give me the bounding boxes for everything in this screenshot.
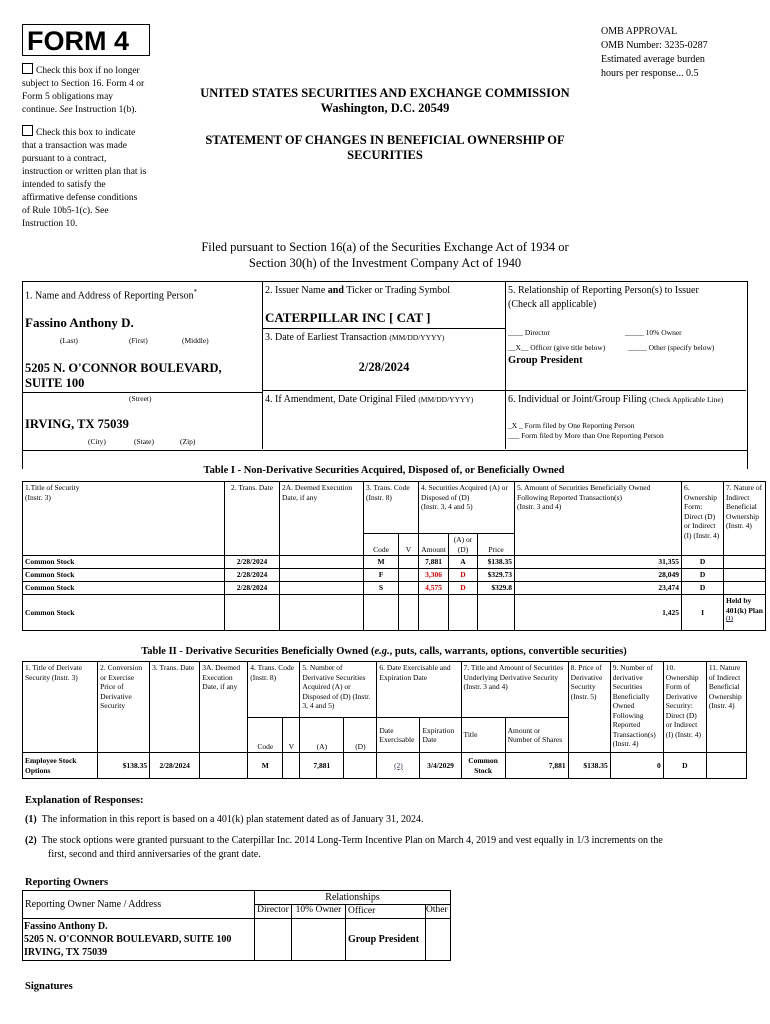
first-label: (First) xyxy=(129,336,148,345)
t1-header-date: 2. Trans. Date xyxy=(225,482,280,534)
t2-sub-a: (A) xyxy=(300,718,344,753)
table-row xyxy=(23,595,766,631)
owners-col-other: Other xyxy=(426,905,451,919)
checkbox-label: Instruction 10. xyxy=(22,219,78,229)
t1-header-text: (Instr. 3 and 4) xyxy=(517,502,562,511)
trans-code: F xyxy=(364,569,399,582)
box6-label-small: (Check Applicable Line) xyxy=(649,395,724,404)
box5-label-text: 5. Relationship of Reporting Person(s) to Issuer xyxy=(508,285,699,296)
t2-header-underlying: 7. Title and Amount of Securities Underlying Derivative Security (Instr. 3 and 4) xyxy=(461,662,568,718)
t2-sub-amount: Amount or Number of Shares xyxy=(505,718,568,753)
table-row xyxy=(23,919,451,961)
footnote-number: (2) xyxy=(25,835,37,846)
owner-officer-title: Group President xyxy=(346,919,426,961)
checkbox-label: Check this box to indicate xyxy=(36,128,136,138)
underlying-amount: 7,881 xyxy=(505,753,568,779)
checkbox-label: intended to satisfy the xyxy=(22,180,106,190)
t2-sub-v: V xyxy=(283,718,300,753)
owner-name-address xyxy=(23,919,255,961)
checkbox-label: of Rule 10b5-1(c). See xyxy=(22,206,109,216)
footnote-text: first, second and third anniversaries of the grant date. xyxy=(48,849,261,860)
t1-sub-aord: (A) or (D) xyxy=(449,534,478,556)
checkbox-label: Check this box if no longer xyxy=(36,66,140,76)
owners-heading: Reporting Owners xyxy=(25,877,109,888)
agency-location: Washington, D.C. 20549 xyxy=(320,101,450,115)
table2-title-text: e.g. xyxy=(374,646,390,657)
footnote-ref[interactable]: (2) xyxy=(377,753,420,779)
t1-sub-amount: Amount xyxy=(419,534,449,556)
owners-col-name: Reporting Owner Name / Address xyxy=(23,891,255,919)
amount-owned: 0 xyxy=(610,753,663,779)
box2-label xyxy=(265,285,450,296)
t2-header-conversion: 2. Conversion or Exercise Price of Derivative Security xyxy=(98,662,150,753)
footnote-1 xyxy=(25,814,424,825)
box6-label-text: 6. Individual or Joint/Group Filing xyxy=(508,394,647,405)
a-or-d: A xyxy=(449,556,478,569)
box6-label xyxy=(508,394,723,405)
director-option[interactable]: ____ Director xyxy=(508,328,550,337)
footnote-ref[interactable]: (1) xyxy=(726,616,734,622)
checkbox-label: See xyxy=(59,105,73,115)
trans-code: M xyxy=(248,753,283,779)
price: $138.35 xyxy=(478,556,515,569)
a-or-d: D xyxy=(449,569,478,582)
conversion-price: $138.35 xyxy=(98,753,150,779)
checkbox-section16[interactable] xyxy=(22,63,177,117)
security-title: Common Stock xyxy=(23,569,225,582)
t2-header-exercisable: 6. Date Exercisable and Expiration Date xyxy=(377,662,461,718)
table2-title-text: , puts, calls, warrants, options, convertible securities) xyxy=(389,646,627,657)
box3-label-text: 3. Date of Earliest Transaction xyxy=(265,332,387,343)
footnote-number: (1) xyxy=(25,814,37,825)
owners-table xyxy=(22,890,451,961)
derivative-price: $138.35 xyxy=(568,753,610,779)
ownership-form: D xyxy=(682,569,724,582)
checkbox-label: continue. xyxy=(22,105,58,115)
amount: 3,306 xyxy=(419,569,449,582)
underlying-title: Common Stock xyxy=(461,753,505,779)
t1-sub-price: Price xyxy=(478,534,515,556)
t1-header-code xyxy=(364,482,419,534)
checkbox-icon[interactable] xyxy=(22,63,33,74)
t1-header-text: (Instr. 3, 4 and 5) xyxy=(421,502,473,511)
ownership-form: D xyxy=(682,582,724,595)
security-title: Common Stock xyxy=(23,556,225,569)
issuer-name: CATERPILLAR INC [ CAT ] xyxy=(265,310,431,325)
amount-owned: 28,049 xyxy=(515,569,682,582)
t1-header-acquired xyxy=(419,482,515,534)
nature-of-ownership xyxy=(724,595,766,631)
owner-line: 5205 N. O'CONNOR BOULEVARD, SUITE 100 xyxy=(24,934,232,945)
filed-pursuant xyxy=(150,239,620,271)
nature-text: Held by 401(k) Plan xyxy=(726,596,763,615)
state-label: (State) xyxy=(134,437,154,446)
table-row xyxy=(23,556,766,569)
trans-date: 2/28/2024 xyxy=(225,582,280,595)
footnote-2 xyxy=(25,834,745,862)
t2-header-form: 10. Ownership Form of Derivative Security: Direct (D) or Indirect (I) (Instr. 4) xyxy=(663,662,706,753)
box1-label-text: 1. Name and Address of Reporting Person xyxy=(25,290,194,302)
box5-label xyxy=(508,284,699,312)
box4-label-text: 4. If Amendment, Date Original Filed xyxy=(265,394,416,405)
zip-label: (Zip) xyxy=(180,437,196,446)
box3-label xyxy=(265,332,444,343)
t2-header-code: 4. Trans. Code (Instr. 8) xyxy=(248,662,300,718)
t1-header-text: 5. Amount of Securities Beneficially Owned Following Reported Transaction(s) xyxy=(517,483,651,502)
owner-line: IRVING, TX 75039 xyxy=(24,947,108,958)
box1-label xyxy=(25,286,197,302)
explanation-heading: Explanation of Responses: xyxy=(25,795,144,806)
trans-date: 2/28/2024 xyxy=(150,753,200,779)
signatures-heading: Signatures xyxy=(25,981,73,992)
t1-header-text: 3. Trans. Code xyxy=(366,483,410,492)
last-label: (Last) xyxy=(60,336,78,345)
omb-line: Estimated average burden xyxy=(601,54,705,65)
reporting-person-name: Fassino Anthony D. xyxy=(25,315,134,330)
t2-header-number: 5. Number of Derivative Securities Acquired (A) or Disposed of (D) (Instr. 3, 4 and 5) xyxy=(300,662,377,718)
form-title: FORM 4 xyxy=(22,24,150,56)
omb-approval xyxy=(601,25,708,81)
amount-owned: 23,474 xyxy=(515,582,682,595)
trans-code: M xyxy=(364,556,399,569)
street-line: SUITE 100 xyxy=(25,376,85,390)
street-line: 5205 N. O'CONNOR BOULEVARD, xyxy=(25,361,222,375)
t1-header-owned xyxy=(515,482,682,534)
footnote-ref[interactable]: * xyxy=(193,288,198,296)
table1 xyxy=(22,481,766,631)
filed-line: Section 30(h) of the Investment Company Act of 1940 xyxy=(248,256,522,270)
table1-title: Table I - Non-Derivative Securities Acquired, Disposed of, or Beneficially Owned xyxy=(203,465,565,476)
city-state-zip: IRVING, TX 75039 xyxy=(25,417,129,431)
checkbox-label: Instruction 1(b). xyxy=(75,105,137,115)
t1-header-deemed: 2A. Deemed Execution Date, if any xyxy=(280,482,364,534)
table-row xyxy=(23,582,766,595)
t1-header-text: (Instr. 3) xyxy=(25,492,51,502)
box2-label-text: and xyxy=(327,285,344,296)
statement-heading xyxy=(170,133,600,163)
t2-header-nature: 11. Nature of Indirect Beneficial Ownership (Instr. 4) xyxy=(706,662,746,753)
table2-title xyxy=(22,646,746,657)
expiration-date: 3/4/2029 xyxy=(420,753,461,779)
t2-header-title: 1. Title of Derivate Security (Instr. 3) xyxy=(23,662,98,753)
owners-col-director: Director xyxy=(255,905,292,919)
amount-owned: 1,425 xyxy=(515,595,682,631)
checkbox-icon[interactable] xyxy=(22,125,33,136)
t1-sub-code: Code xyxy=(364,534,399,556)
trans-code: S xyxy=(364,582,399,595)
table-row xyxy=(23,753,747,779)
checkbox-label: pursuant to a contract, xyxy=(22,154,107,164)
checkbox-label: affirmative defense conditions xyxy=(22,193,138,203)
multi-person-option[interactable]: ___ Form filed by More than One Reporting Person xyxy=(508,431,664,440)
t1-header-text: 4. Securities Acquired (A) or Disposed of (D) xyxy=(421,483,508,502)
t2-header-price: 8. Price of Derivative Security (Instr. 5) xyxy=(568,662,610,753)
ten-percent-owner-option[interactable]: _____ 10% Owner xyxy=(625,328,682,337)
t1-header-title xyxy=(23,482,225,534)
checkbox-label: subject to Section 16. Form 4 or xyxy=(22,79,145,89)
other-option[interactable]: _____ Other (specify below) xyxy=(628,343,715,352)
t2-sub-exercisable: Date Exercisable xyxy=(377,718,420,753)
t2-header-owned: 9. Number of derivative Securities Beneficially Owned Following Reported Transaction(s) (Instr. 4) xyxy=(610,662,663,753)
omb-number: OMB Number: 3235-0287 xyxy=(601,40,708,51)
statement-line: SECURITIES xyxy=(347,148,423,162)
owners-col-ten-percent: 10% Owner xyxy=(292,905,346,919)
a-or-d: D xyxy=(449,582,478,595)
price: $329.73 xyxy=(478,569,515,582)
box5-label-text: (Check all applicable) xyxy=(508,299,597,310)
officer-title: Group President xyxy=(508,355,583,366)
trans-date: 2/28/2024 xyxy=(225,556,280,569)
security-title: Common Stock xyxy=(23,582,225,595)
t1-header-text: (Instr. 8) xyxy=(366,492,392,502)
ownership-form: D xyxy=(682,556,724,569)
checkbox-label: Form 5 obligations may xyxy=(22,92,114,102)
date-format: (MM/DD/YYYY) xyxy=(418,395,474,404)
owners-col-relationships: Relationships xyxy=(255,891,451,905)
statement-line: STATEMENT OF CHANGES IN BENEFICIAL OWNERSHIP OF xyxy=(205,133,565,147)
t2-header-deemed: 3A. Deemed Execution Date, if any xyxy=(200,662,248,753)
derivative-title: Employee Stock Options xyxy=(23,753,98,779)
owners-col-officer: Officer xyxy=(346,905,426,919)
agency-heading xyxy=(170,86,600,116)
amount: 7,881 xyxy=(419,556,449,569)
officer-option[interactable]: __X__ Officer (give title below) xyxy=(508,343,606,352)
owner-line: Fassino Anthony D. xyxy=(24,921,108,932)
footnote-text: The information in this report is based on a 401(k) plan statement dated as of January 31, 2024. xyxy=(41,814,424,825)
agency-name: UNITED STATES SECURITIES AND EXCHANGE COMMISSION xyxy=(200,86,570,100)
street-label: (Street) xyxy=(129,394,152,403)
t1-header-nature: 7. Nature of Indirect Beneficial Ownership (Instr. 4) xyxy=(724,482,766,556)
checkbox-rule10b5[interactable] xyxy=(22,125,177,231)
omb-hours: hours per response... 0.5 xyxy=(601,68,699,79)
street-address xyxy=(25,361,222,391)
trans-date: 2/28/2024 xyxy=(225,569,280,582)
filed-line: Filed pursuant to Section 16(a) of the Securities Exchange Act of 1934 or xyxy=(201,240,569,254)
ownership-form: I xyxy=(682,595,724,631)
t2-header-date: 3. Trans. Date xyxy=(150,662,200,753)
date-format: (MM/DD/YYYY) xyxy=(389,333,445,342)
t1-header-text: 1.Title of Security xyxy=(25,483,80,492)
one-person-option[interactable]: _X _ Form filed by One Reporting Person xyxy=(508,421,635,430)
t1-header-form: 6. Ownership Form: Direct (D) or Indirect (I) (Instr. 4) xyxy=(682,482,724,556)
box2-label-text: 2. Issuer Name xyxy=(265,285,326,296)
earliest-transaction-date: 2/28/2024 xyxy=(358,360,410,374)
box2-label-text: Ticker or Trading Symbol xyxy=(346,285,451,296)
price: $329.8 xyxy=(478,582,515,595)
table2 xyxy=(22,661,747,779)
table-row xyxy=(23,569,766,582)
amount: 4,575 xyxy=(419,582,449,595)
ownership-form: D xyxy=(663,753,706,779)
t2-sub-code: Code xyxy=(248,718,283,753)
table2-title-text: Table II - Derivative Securities Beneficially Owned ( xyxy=(141,646,375,657)
checkbox-label: instruction or written plan that is xyxy=(22,167,147,177)
t2-sub-title: Title xyxy=(461,718,505,753)
footnote-text: The stock options were granted pursuant to the Caterpillar Inc. 2014 Long-Term Incentive Plan on March 4, 2019 and vest equally in 1/3 increments on the xyxy=(41,835,663,846)
city-label: (City) xyxy=(88,437,106,446)
t2-sub-d: (D) xyxy=(344,718,377,753)
acquired-amount: 7,881 xyxy=(300,753,344,779)
security-title: Common Stock xyxy=(23,595,225,631)
checkbox-label: that a transaction was made xyxy=(22,141,127,151)
amount-owned: 31,355 xyxy=(515,556,682,569)
box4-label xyxy=(265,394,473,405)
t1-sub-v: V xyxy=(399,534,419,556)
middle-label: (Middle) xyxy=(182,336,209,345)
t2-sub-expiration: Expiration Date xyxy=(420,718,461,753)
omb-line: OMB APPROVAL xyxy=(601,26,678,37)
